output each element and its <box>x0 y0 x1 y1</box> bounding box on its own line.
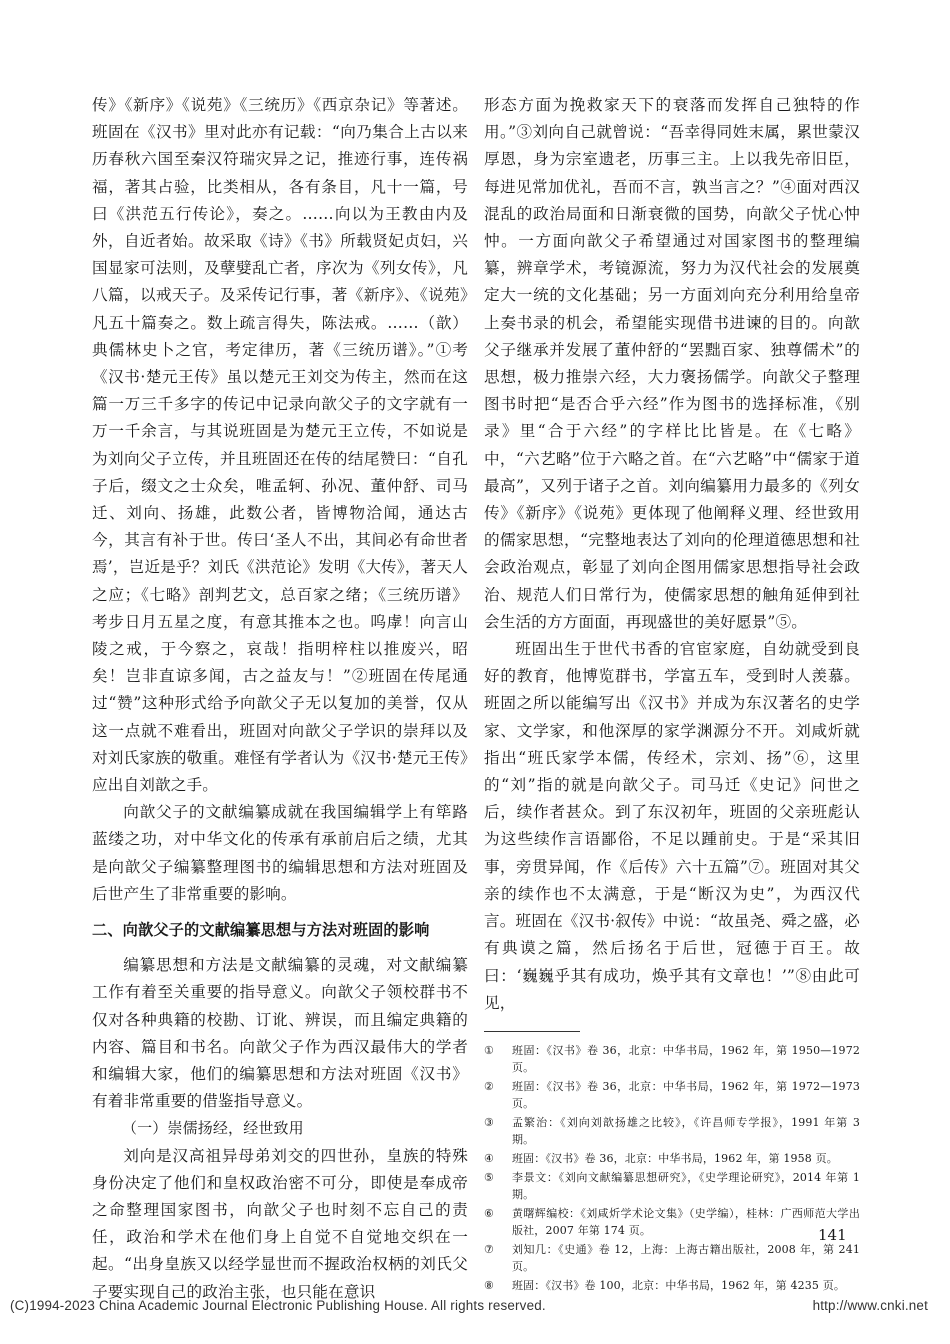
paragraph: 班固出生于世代书香的官宦家庭，自幼就受到良好的教育，他博览群书，学富五车，受到时人羡慕。班固之所以能编写出《汉书》并成为东汉著名的史学家、文学家，和他深厚的家学渊源分不开。刘咸炘就指出“班氏家学本儒，传经术，宗刘、扬”⑥，这里的“刘”指的就是向歆父子。司马迁《史记》问世之后，续作者甚众。到了东汉初年，班固的父亲班彪认为这些续作言语鄙俗，不足以踵前史。于是“采其旧事，旁贯异闻，作《后传》六十五篇”⑦。班固对其父亲的续作也不太满意，于是“断汉为史”，为西汉代言。班固在《汉书·叙传》中说：“故虽尧、舜之盛，必有典谟之篇，然后扬名于后世，冠德于百王。故曰：‘巍巍乎其有成功，焕乎其有文章也！’”⑧由此可见， <box>484 640 860 1012</box>
footnote-mark: ② <box>484 1079 495 1093</box>
footnote-text: 黄曙辉编校：《刘咸炘学术论文集》（史学编），桂林：广西师范大学出版社，2007 年第 174 页。 <box>512 1206 860 1237</box>
paragraph: 向歆父子的文献编纂成就在我国编辑学上有筚路蓝缕之功，对中华文化的传承有承前启后之绩，尤其是向歆父子编纂整理图书的编辑思想和方法对班固及后世产生了非常重要的影响。 <box>92 803 468 903</box>
footnote-text: 孟繁治：《刘向刘歆扬雄之比较》，《许昌师专学报》，1991 年第 3 期。 <box>512 1115 860 1146</box>
footnote-text: 班固：《汉书》卷 36，北京：中华书局，1962 年，第 1950—1972 页。 <box>512 1043 860 1074</box>
footnote <box>484 1169 860 1203</box>
right-column <box>484 92 860 1296</box>
copyright-footer <box>10 1298 940 1313</box>
site-url: http://www.cnki.net <box>812 1298 928 1313</box>
footnote-mark: ① <box>484 1043 495 1057</box>
footnote-mark: ⑦ <box>484 1242 495 1256</box>
section-heading: 二、向歆父子的文献编纂思想与方法对班固的影响 <box>92 921 430 940</box>
footnote <box>484 1042 860 1076</box>
footnote <box>484 1277 860 1294</box>
footnote-text: 班固：《汉书》卷 36，北京：中华书局，1962 年，第 1972—1973 页。 <box>512 1079 860 1110</box>
paragraph: 编纂思想和方法是文献编纂的灵魂，对文献编纂工作有着至关重要的指导意义。向歆父子领校群书不仅对各种典籍的校勘、订讹、辨误，而且编定典籍的内容、篇目和书名。向歆父子作为西汉最伟大的学者和编辑大家，他们的编纂思想和方法对班固《汉书》有着非常重要的借鉴指导意义。 <box>92 956 468 1111</box>
footnote <box>484 1205 860 1239</box>
footnote-mark: ⑧ <box>484 1278 495 1292</box>
footnote-mark: ⑤ <box>484 1170 495 1184</box>
page-number: 141 <box>818 1226 847 1244</box>
footnote-mark: ⑥ <box>484 1206 495 1220</box>
footnote-text: 李景文：《刘向文献编纂思想研究》，《史学理论研究》，2014 年第 1 期。 <box>512 1170 860 1201</box>
footnote <box>484 1114 860 1148</box>
footnote-text: 刘知几：《史通》卷 12，上海：上海古籍出版社，2008 年，第 241 页。 <box>512 1242 860 1273</box>
footnote <box>484 1078 860 1112</box>
paragraph: 形态方面为挽救家天下的衰落而发挥自己独特的作用。”③刘向自己就曾说：“吾幸得同姓末属，累世蒙汉厚恩，身为宗室遗老，历事三主。上以我先帝旧臣，每进见常加优礼，吾而不言，孰当言之？”④面对西汉混乱的政治局面和日渐衰微的国势，向歆父子忧心忡忡。一方面向歆父子希望通过对国家图书的整理编纂，辨章学术，考镜源流，努力为汉代社会的发展奠定大一统的文化基础；另一方面刘向充分利用给皇帝上奏书录的机会，希望能实现借书进谏的目的。向歆父子继承并发展了董仲舒的“罢黜百家、独尊儒术”的思想，极力推崇六经，大力褒扬儒学。向歆父子整理图书时把“是否合乎六经”作为图书的选择标准，《别录》里“合于六经”的字样比比皆是。在《七略》中，“六艺略”位于六略之首。在“六艺略”中“儒家于道最高”，又列于诸子之首。刘向编纂用力最多的《列女传》《新序》《说苑》更体现了他阐释义理、经世致用的儒家思想，“完整地表达了刘向的伦理道德思想和社会政治观点，彰显了刘向企图用儒家思想指导社会政治、规范人们日常行为，使儒家思想的触角延伸到社会生活的方方面面，再现盛世的美好愿景”⑤。 <box>484 96 860 631</box>
footnote-mark: ③ <box>484 1115 495 1129</box>
footnote-divider <box>484 1031 580 1032</box>
footnotes <box>484 1042 860 1294</box>
left-column <box>92 92 468 1306</box>
paragraph: 传》《新序》《说苑》《三统历》《西京杂记》等著述。班固在《汉书》里对此亦有记载：“向乃集合上古以来历春秋六国至秦汉符瑞灾异之记，推迹行事，连传祸福，著其占验，比类相从，各有条目，凡十一篇，号曰《洪范五行传论》，奏之。……向以为王教由内及外，自近者始。故采取《诗》《书》所载贤妃贞妇，兴国显家可法则，及孽嬖乱亡者，序次为《列女传》，凡八篇，以戒天子。及采传记行事，著《新序》、《说苑》凡五十篇奏之。数上疏言得失，陈法戒。……（歆）典儒林史卜之官，考定律历，著《三统历谱》。”①考《汉书·楚元王传》虽以楚元王刘交为传主，然而在这篇一万三千多字的传记中记录向歆父子的文字就有一万一千余言，与其说班固是为楚元王立传，不如说是为刘向父子立传，并且班固还在传的结尾赞曰：“自孔子后，缀文之士众矣，唯孟轲、孙况、董仲舒、司马迁、刘向、扬雄，此数公者，皆博物洽闻，通达古今，其言有补于世。传曰‘圣人不出，其间必有命世者焉’，岂近是乎？刘氏《洪范论》发明《大传》，著天人之应；《七略》剖判艺文，总百家之绪；《三统历谱》考步日月五星之度，有意其推本之也。呜虖！向言山陵之戒，于今察之，哀哉！指明梓柱以推废兴，昭矣！岂非直谅多闻，古之益友与！”②班固在传尾通过“赞”这种形式给予向歆父子无以复加的美誉，仅从这一点就不难看出，班固对向歆父子学识的崇拜以及对刘氏家族的敬重。难怪有学者认为《汉书·楚元王传》应出自刘歆之手。 <box>92 96 468 795</box>
paragraph: 刘向是汉高祖异母弟刘交的四世孙，皇族的特殊身份决定了他们和皇权政治密不可分，即使是奉成帝之命整理国家图书，向歆父子也时刻不忘自己的责任，政治和学术在他们身上自觉不自觉地交织在一起。“出身皇族又以经学显世而不握政治权柄的刘氏父子要实现自己的政治主张，也只能在意识 <box>92 1146 468 1301</box>
copyright-text: (C)1994-2023 China Academic Journal Electronic Publishing House. All rights reserved. <box>10 1298 546 1313</box>
footnote-text: 班固：《汉书》卷 100，北京：中华书局，1962 年，第 4235 页。 <box>512 1278 846 1292</box>
footnote <box>484 1150 860 1167</box>
subsection-heading: （一）崇儒扬经，经世致用 <box>122 1119 304 1138</box>
footnote-mark: ④ <box>484 1151 495 1165</box>
footnote <box>484 1241 860 1275</box>
footnote-text: 班固：《汉书》卷 36，北京：中华书局，1962 年，第 1958 页。 <box>512 1151 838 1165</box>
